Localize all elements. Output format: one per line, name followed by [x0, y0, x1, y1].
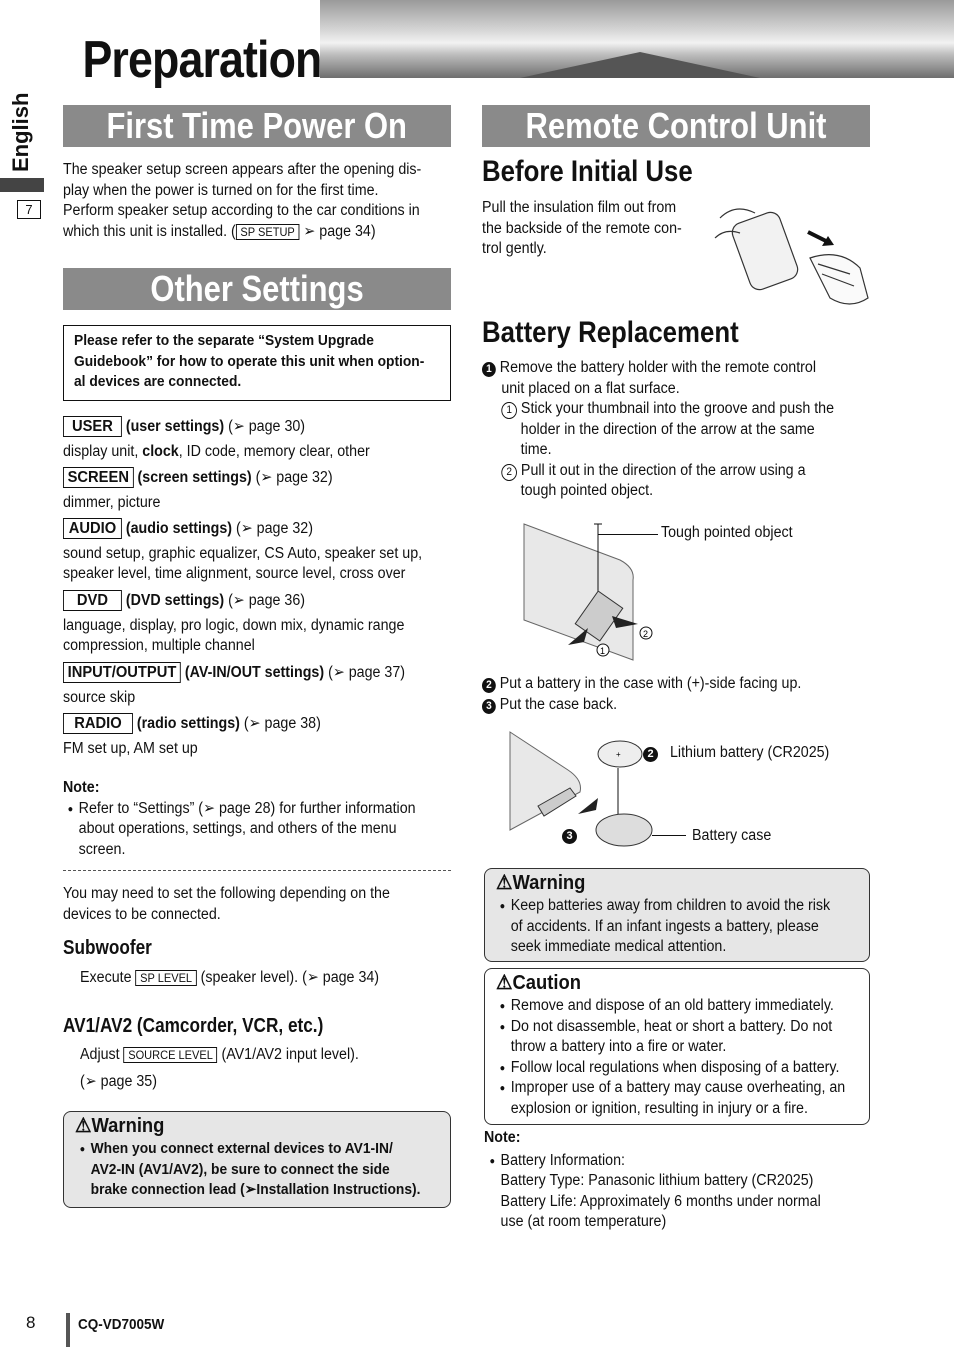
svg-text:2: 2: [643, 629, 649, 639]
av-text: Adjust SOURCE LEVEL (AV1/AV2 input level). (➢ page 35): [80, 1046, 359, 1090]
step-2-callout: 2: [643, 744, 658, 762]
before-use-text: Pull the insulation film out from the backside of the remote con- trol gently.: [482, 199, 682, 257]
dvd-key: DVD: [63, 590, 122, 611]
screen-key: SCREEN: [63, 467, 134, 488]
arrow-icon: ➢: [244, 1181, 257, 1198]
settings-item-dvd: DVD (DVD settings) (➢ page 36) language, display, pro logic, down mix, dynamic range compression, multiple channel: [63, 592, 405, 654]
svg-text:1: 1: [600, 646, 606, 656]
av-heading: AV1/AV2 (Camcorder, VCR, etc.): [63, 1015, 324, 1037]
page-title: Preparation: [82, 31, 322, 89]
first-time-heading-bar: [63, 105, 451, 147]
sp-setup-key: SP SETUP: [236, 224, 300, 240]
dotted-divider: [63, 870, 451, 871]
step-2-marker: 2: [482, 678, 496, 693]
settings-item-input-output: INPUT/OUTPUT (AV-IN/OUT settings) (➢ page 37) source skip: [63, 664, 406, 706]
first-time-text: The speaker setup screen appears after the opening dis- play when the power is turned on for the first time. Perform speaker setup according to the car conditions in which this unit is installed. ( SP SETUP ➢ page 34): [63, 161, 422, 240]
note-label: Note:: [484, 1129, 521, 1146]
upgrade-notice-text: Please refer to the separate “System Upgrade Guidebook” for how to operate this unit when option- al devices are connected.: [74, 332, 425, 390]
input-output-key: INPUT/OUTPUT: [63, 662, 181, 683]
language-label: English: [8, 92, 33, 172]
other-settings-heading: Other Settings: [150, 268, 364, 309]
devices-intro: You may need to set the following depending on the devices to be connected.: [63, 885, 390, 923]
pointer-line-1: [598, 534, 658, 535]
warning-icon: ⚠: [496, 872, 513, 894]
battery-heading: Battery Replacement: [482, 316, 739, 349]
footer-bar: [66, 1313, 70, 1347]
fig2-battery-label: Lithium battery (CR2025): [670, 744, 830, 761]
tab-number: 7: [17, 200, 41, 219]
svg-text:+: +: [616, 750, 621, 759]
substep-1-marker: 1: [501, 402, 517, 419]
radio-key: RADIO: [63, 713, 133, 734]
arrow-icon: ➢: [260, 469, 273, 486]
note-label: Note:: [63, 779, 100, 796]
battery-note: Note: Battery Information: Battery Type: Panasonic lithium battery (CR2025) Battery Life: Approximately 6 months under normal use (at room temperature): [484, 1128, 870, 1233]
other-settings-heading-bar: [63, 268, 451, 310]
step-1-marker: 1: [482, 362, 496, 377]
page-number: 8: [26, 1313, 36, 1332]
sp-level-key: SP LEVEL: [136, 970, 197, 986]
left-warning-content: ⚠Warning When you connect external devices to AV1-IN/ AV2-IN (AV1/AV2), be sure to connect the side brake connection lead (➢Installation Instructions).: [75, 1115, 421, 1198]
arrow-icon: ➢: [332, 664, 345, 681]
model-number: CQ-VD7005W: [78, 1316, 165, 1333]
settings-item-screen: SCREEN (screen settings) (➢ page 32) dimmer, picture: [63, 469, 333, 511]
header-road-shape: [520, 52, 760, 78]
remote-heading-bar: [482, 105, 870, 147]
arrow-icon: ➢: [203, 799, 216, 817]
first-time-heading: First Time Power On: [106, 105, 408, 146]
arrow-icon: ➢: [240, 520, 253, 537]
arrow-icon: ➢: [232, 592, 245, 609]
subwoofer-heading: Subwoofer: [63, 937, 152, 959]
pointer-line-2: [652, 835, 686, 836]
step-3-marker: 3: [482, 699, 496, 714]
caution-icon: ⚠: [496, 972, 513, 994]
substep-2-marker: 2: [501, 464, 517, 481]
remote-pull-film-illustration: [710, 198, 870, 314]
before-use-heading: Before Initial Use: [482, 155, 693, 188]
arrow-icon: ➢: [303, 222, 316, 240]
battery-steps-2: 2 Put a battery in the case with (+)-side facing up. 3 Put the case back.: [482, 674, 868, 715]
user-key: USER: [63, 416, 122, 437]
arrow-icon: ➢: [232, 418, 245, 435]
remote-heading: Remote Control Unit: [525, 105, 827, 146]
settings-item-radio: RADIO (radio settings) (➢ page 38) FM set up, AM set up: [63, 715, 321, 757]
language-tab: [0, 178, 44, 192]
settings-note: Note: Refer to “Settings” (➢ page 28) for further information about operations, settings, and others of the menu screen.: [63, 778, 449, 860]
arrow-icon: ➢: [306, 969, 319, 986]
step-3-callout: 3: [562, 826, 577, 844]
subwoofer-text: Execute SP LEVEL (speaker level). (➢ page 34): [80, 969, 380, 986]
fig2-case-label: Battery case: [692, 827, 772, 844]
fig1-label: Tough pointed object: [661, 524, 793, 541]
caution-content: ⚠Caution Remove and dispose of an old battery immediately. Do not disassemble, heat or short a battery. Do not throw a battery into a fire or water. Follow local regulations when disposing of a battery. Improper use of a battery may cause overheating, an explosion or ignition, resulting in injury or a fire.: [496, 972, 846, 1117]
audio-key: AUDIO: [63, 518, 122, 539]
warning-icon: ⚠: [75, 1115, 92, 1137]
source-level-key: SOURCE LEVEL: [124, 1047, 218, 1063]
right-warning-content: ⚠Warning Keep batteries away from children to avoid the risk of accidents. If an infant ingests a battery, please seek immediate medical attention.: [496, 872, 831, 955]
settings-item-audio: AUDIO (audio settings) (➢ page 32) sound setup, graphic equalizer, CS Auto, speaker set up, speaker level, time alignment, source level, cross over: [63, 520, 423, 582]
battery-steps-1: 1 Remove the battery holder with the remote control unit placed on a flat surface. 1 Stick your thumbnail into the groove and push the holder in the direction of the arrow at the same time. 2 Pull it out in the direction of the arrow using a tough pointed object.: [482, 358, 868, 502]
arrow-icon: ➢: [84, 1072, 97, 1090]
battery-holder-removal-illustration: [520, 520, 660, 665]
arrow-icon: ➢: [248, 715, 261, 732]
settings-item-user: USER (user settings) (➢ page 30) display unit, clock, ID code, memory clear, other: [63, 418, 370, 460]
